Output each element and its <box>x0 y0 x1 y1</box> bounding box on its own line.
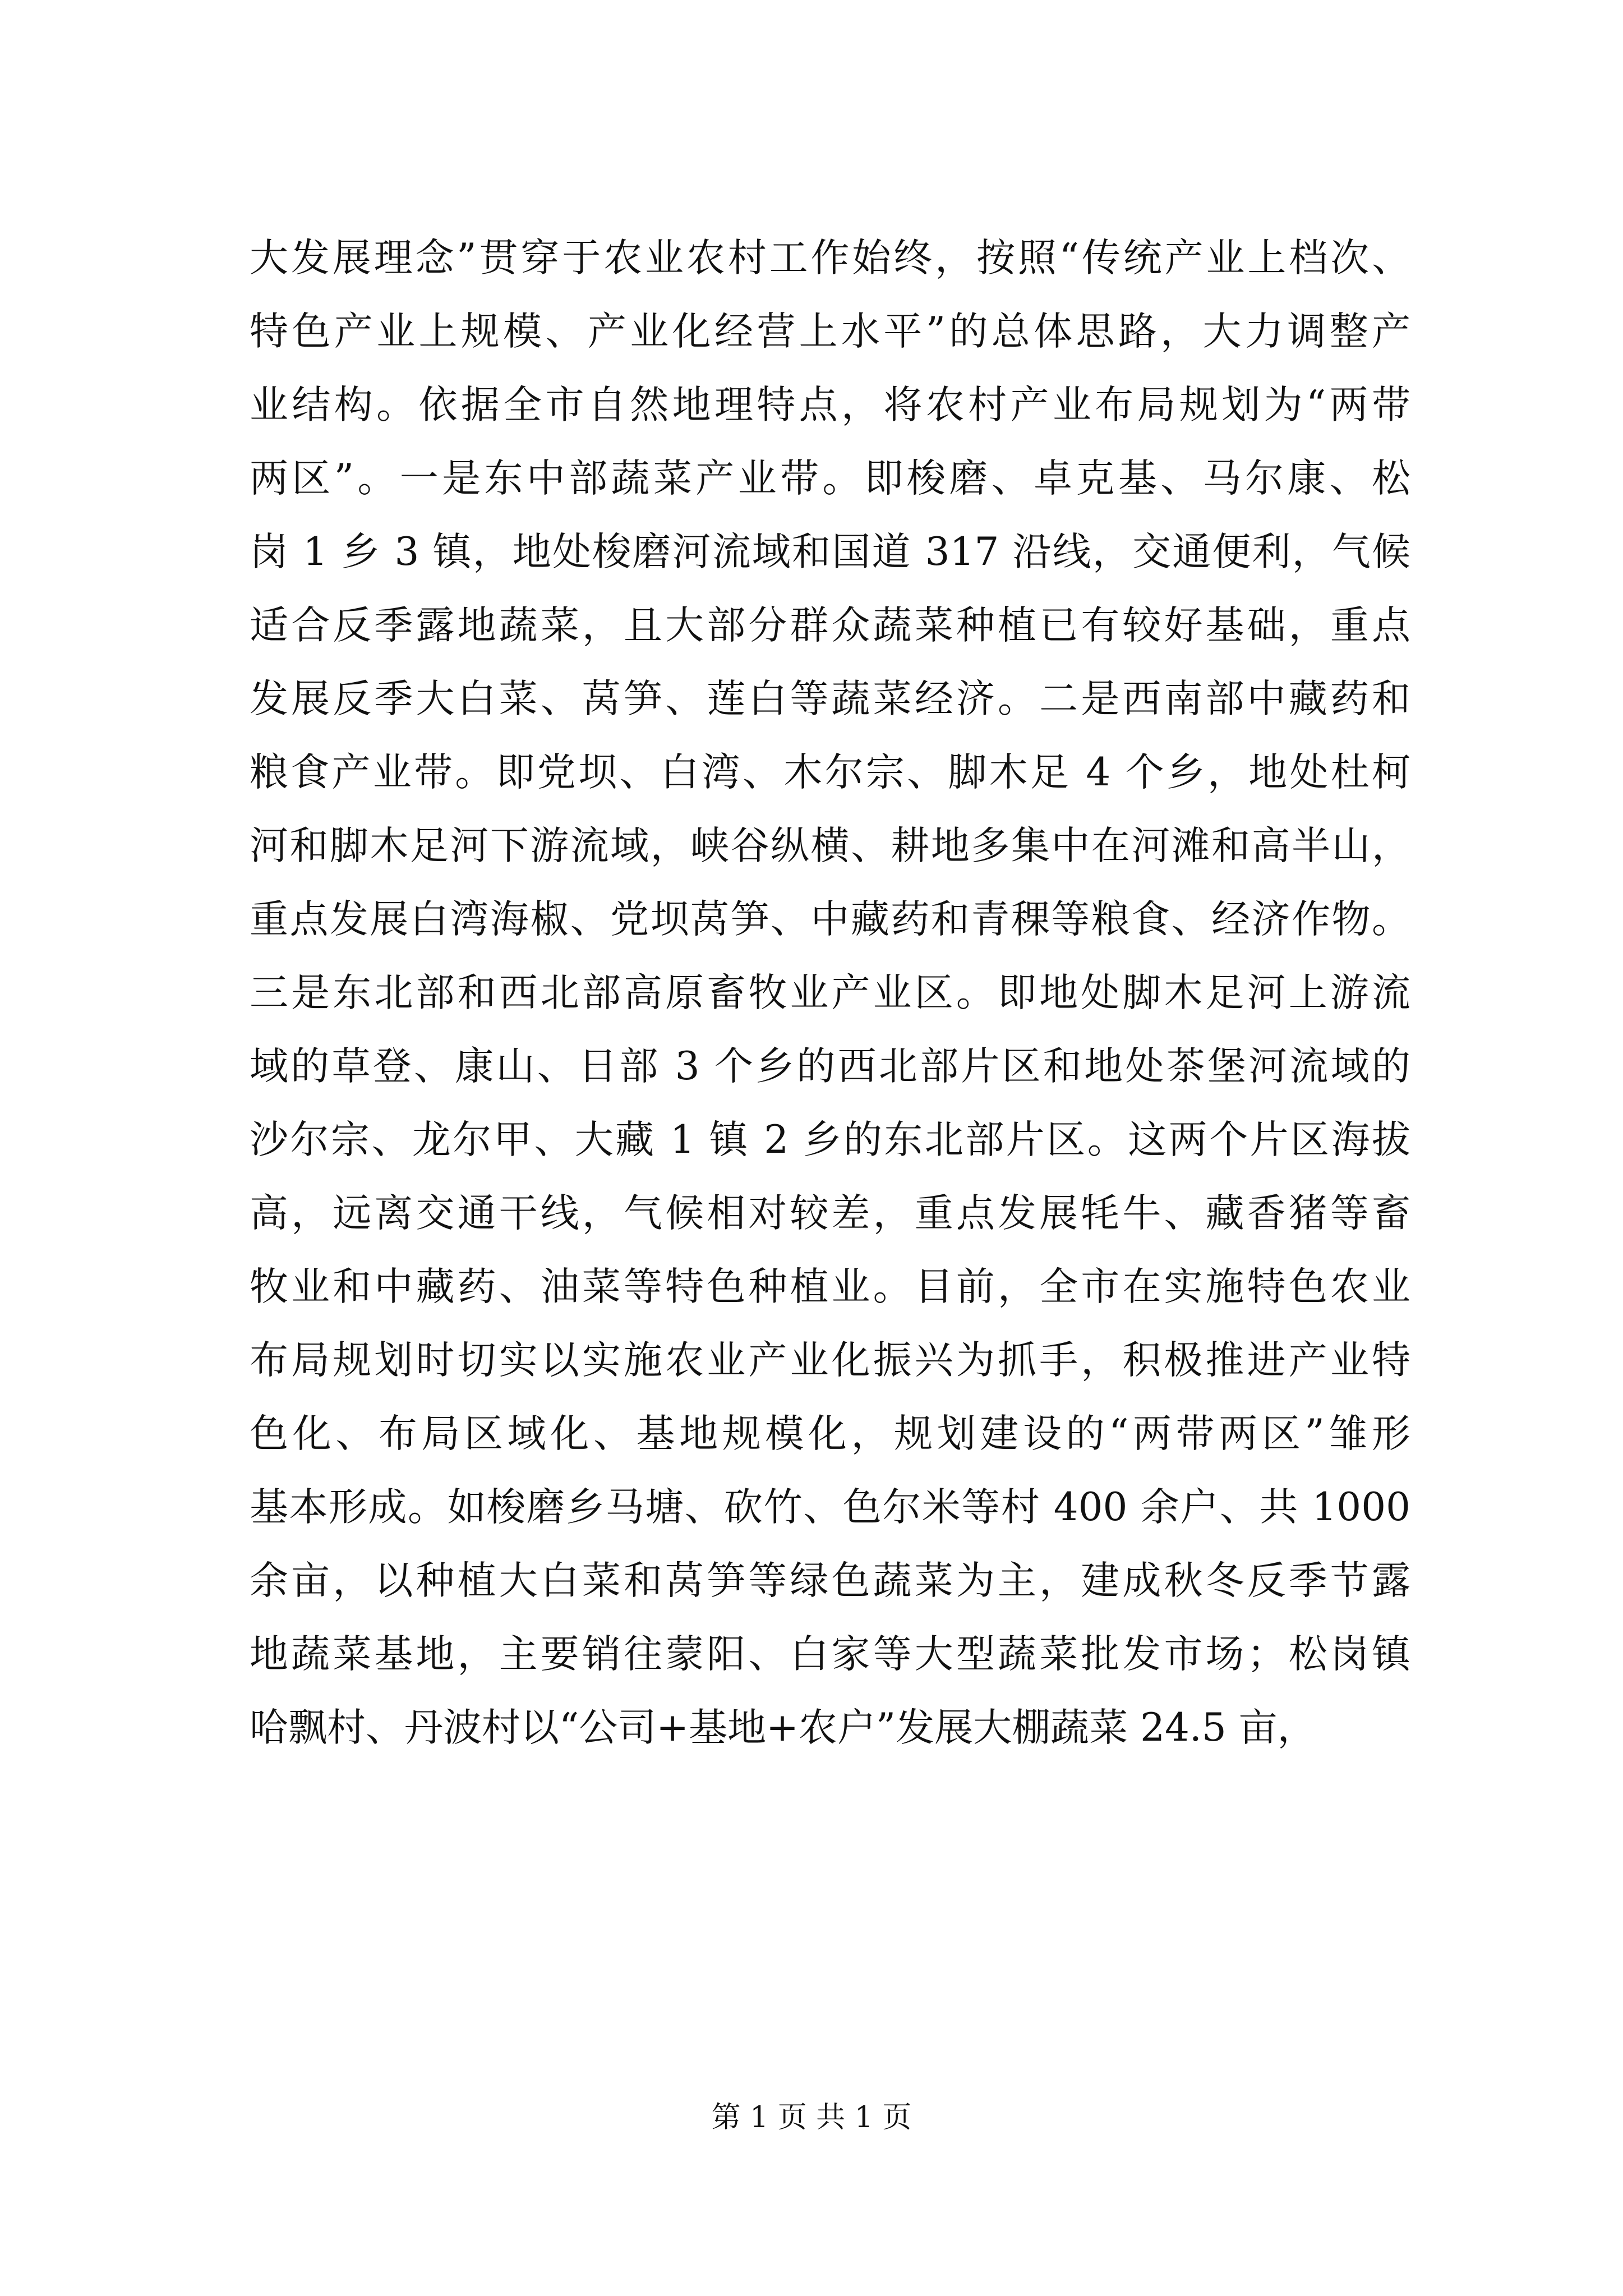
text-line: 余亩，以种植大白菜和莴笋等绿色蔬菜为主，建成秋冬反季节露 <box>250 1558 1410 1603</box>
text-line: 岗 1 乡 3 镇，地处梭磨河流域和国道 317 沿线，交通便利，气候 <box>250 530 1410 574</box>
text-line: 重点发展白湾海椒、党坝莴笋、中藏药和青稞等粮食、经济作物。 <box>250 897 1410 942</box>
text-line: 域的草登、康山、日部 3 个乡的西北部片区和地处茶堡河流域的 <box>250 1044 1410 1089</box>
text-line: 哈飘村、丹波村以“公司+基地+农户”发展大棚蔬菜 24.5 亩， <box>250 1705 1316 1750</box>
text-line: 牧业和中藏药、油菜等特色种植业。目前，全市在实施特色农业 <box>250 1264 1410 1309</box>
text-line: 大发展理念”贯穿于农业农村工作始终，按照“传统产业上档次、 <box>250 236 1410 280</box>
text-line: 布局规划时切实以实施农业产业化振兴为抓手，积极推进产业特 <box>250 1338 1410 1383</box>
text-line: 两区”。一是东中部蔬菜产业带。即梭磨、卓克基、马尔康、松 <box>250 456 1410 501</box>
text-line: 三是东北部和西北部高原畜牧业产业区。即地处脚木足河上游流 <box>250 970 1410 1015</box>
body-text <box>250 222 1410 1765</box>
text-line: 色化、布局区域化、基地规模化，规划建设的“两带两区”雏形 <box>250 1411 1410 1456</box>
text-line: 业结构。依据全市自然地理特点，将农村产业布局规划为“两带 <box>250 383 1410 427</box>
text-line: 粮食产业带。即党坝、白湾、木尔宗、脚木足 4 个乡，地处杜柯 <box>250 750 1410 795</box>
text-line: 基本形成。如梭磨乡马塘、砍竹、色尔米等村 400 余户、共 1000 <box>250 1485 1410 1530</box>
text-line: 沙尔宗、龙尔甲、大藏 1 镇 2 乡的东北部片区。这两个片区海拔 <box>250 1117 1410 1162</box>
text-line: 适合反季露地蔬菜，且大部分群众蔬菜种植已有较好基础，重点 <box>250 603 1410 648</box>
text-line: 发展反季大白菜、莴笋、莲白等蔬菜经济。二是西南部中藏药和 <box>250 677 1410 721</box>
text-line: 河和脚木足河下游流域，峡谷纵横、耕地多集中在河滩和高半山， <box>250 823 1410 868</box>
text-line: 地蔬菜基地，主要销往蒙阳、白家等大型蔬菜批发市场；松岗镇 <box>250 1632 1410 1677</box>
page-footer: 第 1 页 共 1 页 <box>711 2101 912 2134</box>
text-line: 高，远离交通干线，气候相对较差，重点发展牦牛、藏香猪等畜 <box>250 1191 1410 1236</box>
text-line: 特色产业上规模、产业化经营上水平”的总体思路，大力调整产 <box>250 309 1410 354</box>
